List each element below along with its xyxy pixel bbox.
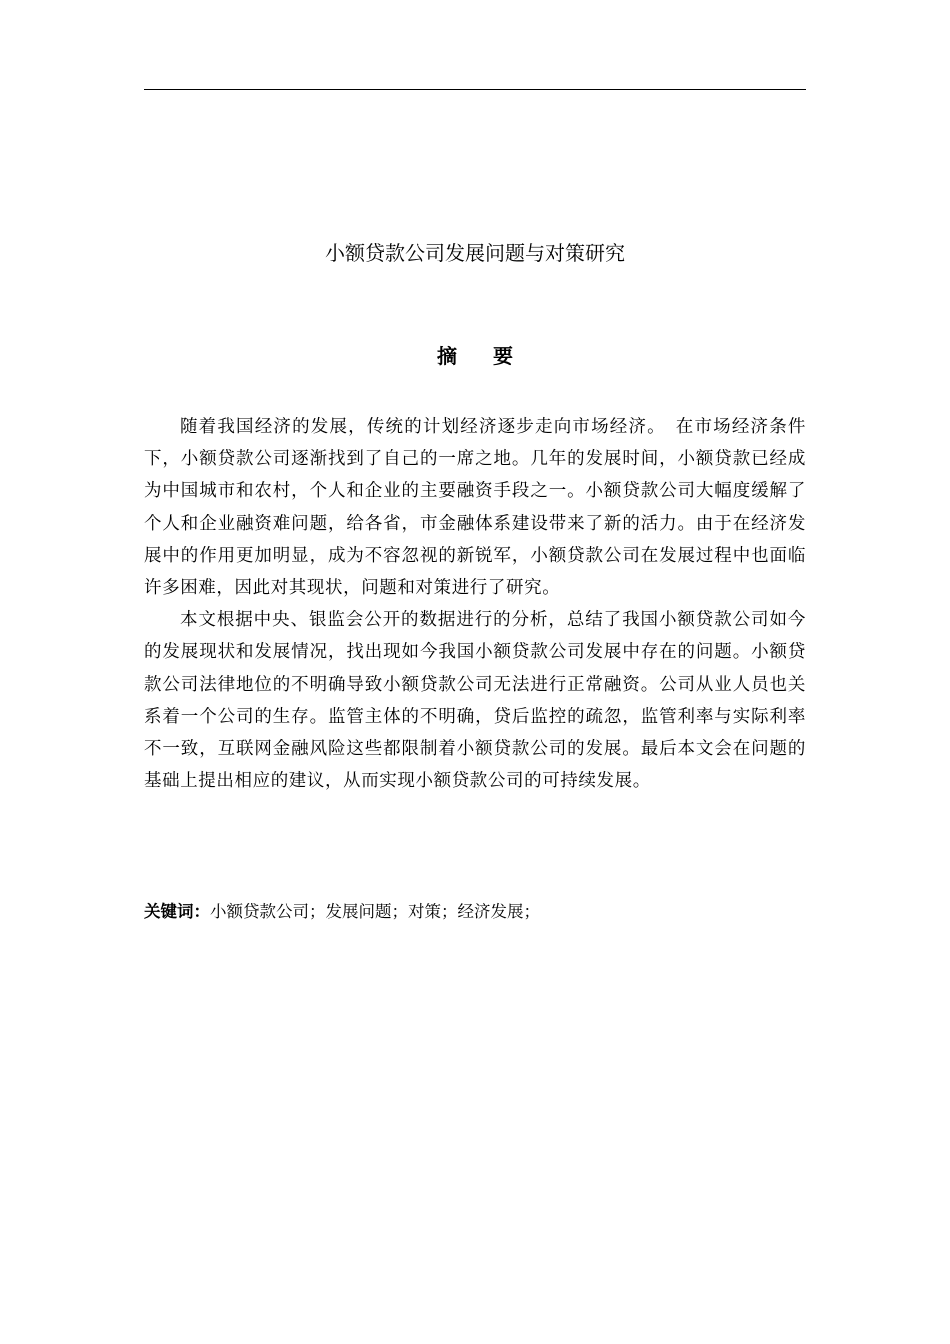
header-rule <box>144 89 806 90</box>
abstract-heading: 摘要 <box>437 344 549 368</box>
keywords-line <box>144 897 806 927</box>
keywords-text: 小额贷款公司；发展问题；对策；经济发展； <box>210 902 540 921</box>
document-title: 小额贷款公司发展问题与对策研究 <box>325 241 625 265</box>
abstract-body <box>144 411 806 797</box>
keywords-label: 关键词： <box>144 902 210 921</box>
abstract-paragraph: 本文根据中央、银监会公开的数据进行的分析，总结了我国小额贷款公司如今的发展现状和发展情况，找出现如今我国小额贷款公司发展中存在的问题。小额贷款公司法律地位的不明确导致小额贷款公司无法进行正常融资。公司从业人员也关系着一个公司的生存。监管主体的不明确，贷后监控的疏忽，监管利率与实际利率不一致，互联网金融风险这些都限制着小额贷款公司的发展。最后本文会在问题的基础上提出相应的建议，从而实现小额贷款公司的可持续发展。 <box>144 610 806 792</box>
abstract-paragraph: 随着我国经济的发展，传统的计划经济逐步走向市场经济。 在市场经济条件下，小额贷款公司逐渐找到了自己的一席之地。几年的发展时间，小额贷款已经成为中国城市和农村，个人和企业的主要融资手段之一。小额贷款公司大幅度缓解了个人和企业融资难问题，给各省，市金融体系建设带来了新的活力。由于在经济发展中的作用更加明显，成为不容忽视的新锐军，小额贷款公司在发展过程中也面临许多困难，因此对其现状，问题和对策进行了研究。 <box>144 417 806 599</box>
